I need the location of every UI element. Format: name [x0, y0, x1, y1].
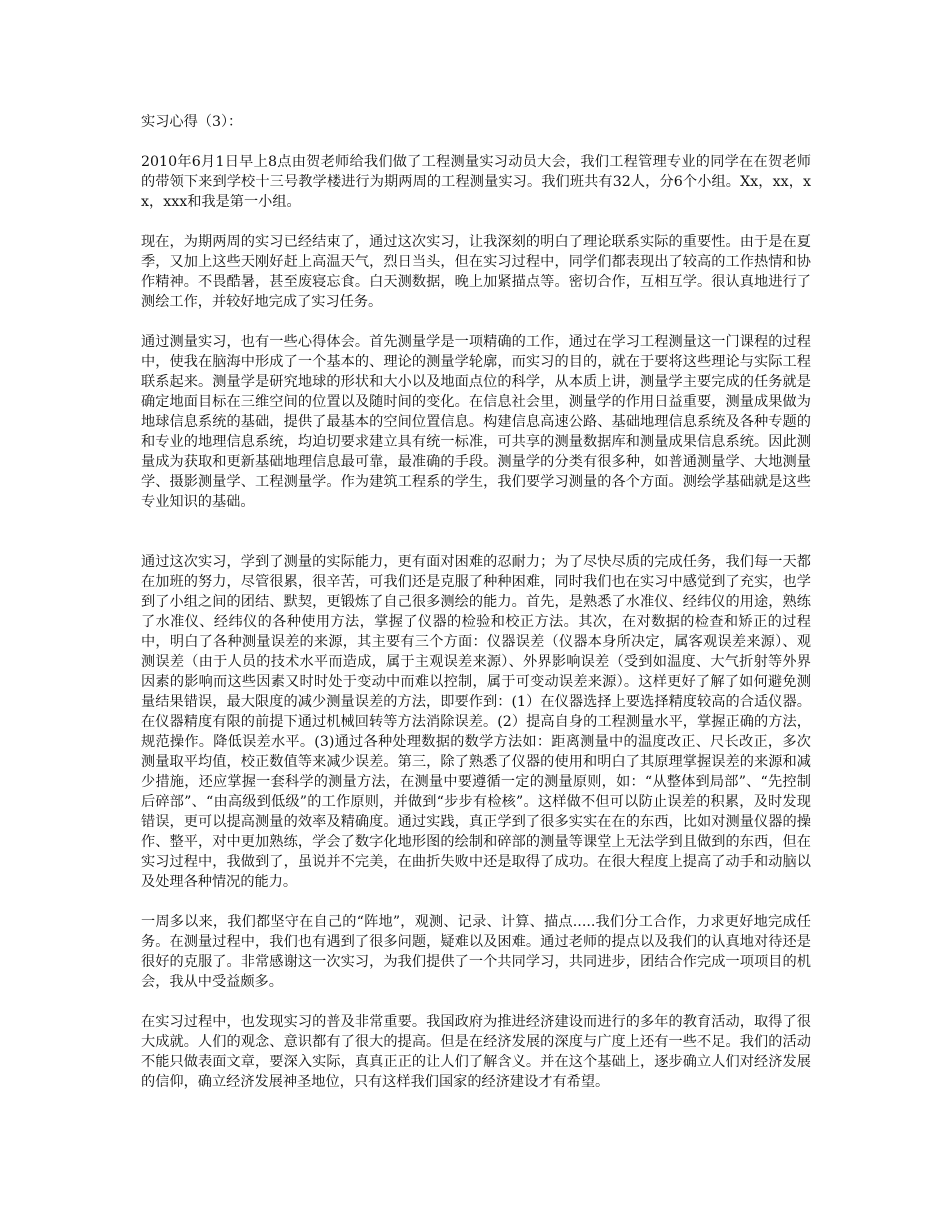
- document-title: 实习心得（3）：: [141, 114, 243, 130]
- paragraph-practical-skills: 通过这次实习，学到了测量的实际能力，更有面对困难的忍耐力；为了尽快尽质的完成任务，我们每一天都在加班的努力，尽管很累，很辛苦，可我们还是克服了种种困难，同时我们也在实习中感觉到了充实，也学到了小组之间的团结、默契，更锻炼了自己很多测绘的能力。首先，是熟悉了水准仪、经纬仪的用途，熟练了水准仪、经纬仪的各种使用方法，掌握了仪器的检验和校正方法。其次，在对数据的检查和矫正的过程中，明白了各种测量误差的来源，其主要有三个方面：仪器误差（仪器本身所决定，属客观误差来源）、观测误差（由于人员的技术水平而造成，属于主观误差来源）、外界影响误差（受到如温度、大气折射等外界因素的影响而这些因素又时时处于变动中而难以控制，属于可变动误差来源）。这样更好了解了如何避免测量结果错误，最大限度的减少测量误差的方法，即要作到：(1）在仪器选择上要选择精度较高的合适仪器。在仪器精度有限的前提下通过机械回转等方法消除误差。(2）提高自身的工程测量水平，掌握正确的方法，规范操作。降低误差水平。(3)通过各种处理数据的数学方法如：距离测量中的温度改正、尺长改正，多次测量取平均值，校正数值等来减少误差。第三，除了熟悉了仪器的使用和明白了其原理掌握误差的来源和减少措施，还应掌握一套科学的测量方法，在测量中要遵循一定的测量原则，如：“从整体到局部”、“先控制后碎部”、“由高级到低级”的工作原则，并做到“步步有检核”。这样做不但可以防止误差的积累，及时发现错误，更可以提高测量的效率及精确度。通过实践，真正学到了很多实实在在的东西，比如对测量仪器的操作、整平，对中更加熟练，学会了数字化地形图的绘制和碎部的测量等课堂上无法学到且做到的东西，但在实习过程中，我做到了，虽说并不完美，在曲折失败中还是取得了成功。在很大程度上提高了动手和动脑以及处理各种情况的能力。: [141, 554, 811, 890]
- document-page: [141, 112, 811, 1112]
- paragraph-summary: 现在，为期两周的实习已经结束了，通过这次实习，让我深刻的明白了理论联系实际的重要性。由于是在夏季，又加上这些天刚好赶上高温天气，烈日当头，但在实习过程中，同学们都表现出了较高的工作热情和协作精神。不畏酷暑，甚至废寝忘食。白天测数据，晚上加紧描点等。密切合作，互相互学。很认真地进行了测绘工作，并较好地完成了实习任务。: [141, 234, 811, 310]
- paragraph-surveying-insights: 通过测量实习，也有一些心得体会。首先测量学是一项精确的工作，通过在学习工程测量这一门课程的过程中，使我在脑海中形成了一个基本的、理论的测量学轮廓，而实习的目的，就在于要将这些理论与实际工程联系起来。测量学是研究地球的形状和大小以及地面点位的科学，从本质上讲，测量学主要完成的任务就是确定地面目标在三维空间的位置以及随时间的变化。在信息社会里，测量学的作用日益重要，测量成果做为地球信息系统的基础，提供了最基本的空间位置信息。构建信息高速公路、基础地理信息系统及各种专题的和专业的地理信息系统，均迫切要求建立具有统一标准，可共享的测量数据库和测量成果信息系统。因此测量成为获取和更新基础地理信息最可靠，最准确的手段。测量学的分类有很多种，如普通测量学、大地测量学、摄影测量学、工程测量学。作为建筑工程系的学生，我们要学习测量的各个方面。测绘学基础就是这些专业知识的基础。: [141, 334, 811, 510]
- paragraph-conclusion: 在实习过程中，也发现实习的普及非常重要。我国政府为推进经济建设而进行的多年的教育活动，取得了很大成就。人们的观念、意识都有了很大的提高。但是在经济发展的深度与广度上还有一些不足。我们的活动不能只做表面文章，要深入实际，真真正正的让人们了解含义。并在这个基础上，逐步确立人们对经济发展的信仰，确立经济发展神圣地位，只有这样我们国家的经济建设才有希望。: [141, 1014, 811, 1090]
- paragraph-intro: 2010年6月1日早上8点由贺老师给我们做了工程测量实习动员大会，我们工程管理专业的同学在在贺老师的带领下来到学校十三号教学楼进行为期两周的工程测量实习。我们班共有32人，分6个小组。Xx，xx，xx，xxx和我是第一小组。: [141, 154, 811, 210]
- paragraph-teamwork: 一周多以来，我们都坚守在自己的“阵地”，观测、记录、计算、描点.....我们分工合作，力求更好地完成任务。在测量过程中，我们也有遇到了很多问题，疑难以及困难。通过老师的提点以及我们的认真地对待还是很好的克服了。非常感谢这一次实习，为我们提供了一个共同学习，共同进步，团结合作完成一项项目的机会，我从中受益颇多。: [141, 914, 811, 990]
